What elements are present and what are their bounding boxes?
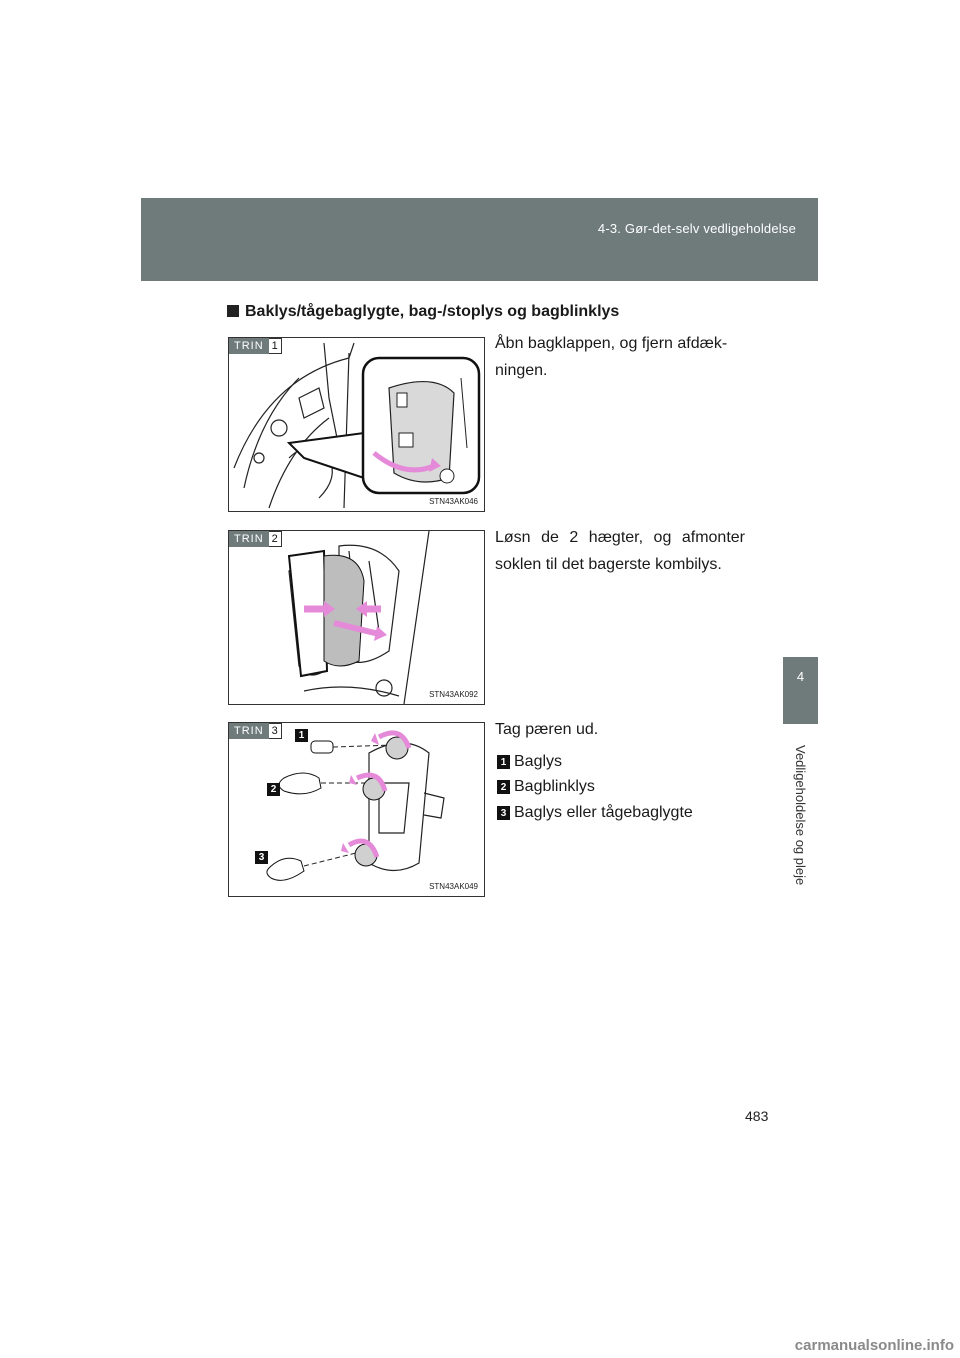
callout-2: 2 — [267, 783, 280, 796]
step-3-text: Tag pæren ud. — [495, 721, 599, 738]
trunk-cover-illustration — [229, 338, 484, 511]
image-code: STN43AK049 — [429, 882, 478, 891]
image-code: STN43AK092 — [429, 690, 478, 699]
chapter-tab[interactable] — [783, 657, 818, 724]
chapter-title: Vedligeholdelse og pleje — [793, 744, 808, 886]
legend-label: Baglys eller tågebaglygte — [514, 804, 693, 821]
step-1-text: Åbn bagklappen, og fjern afdæk-ningen. — [495, 335, 728, 379]
image-code: STN43AK046 — [429, 497, 478, 506]
page-number: 483 — [745, 1108, 769, 1124]
section-heading — [227, 303, 619, 321]
legend-number: 2 — [497, 780, 510, 794]
lamp-socket-illustration — [229, 531, 484, 704]
step-badge: TRIN 1 — [229, 338, 282, 354]
bulb-removal-illustration — [229, 723, 484, 896]
figure-step-3 — [228, 722, 485, 897]
legend-item — [497, 804, 693, 822]
figure-step-2 — [228, 530, 485, 705]
callout-1: 1 — [295, 729, 308, 742]
section-title: 4-3. Gør-det-selv vedligeholdelse — [597, 221, 796, 236]
square-bullet-icon — [227, 305, 239, 317]
heading-text: Baklys/tågebaglygte, bag-/stoplys og bagblinklys — [245, 303, 620, 320]
step-2-text: Løsn de 2 hægter, og afmonter soklen til det bagerste kombilys. — [495, 529, 745, 573]
header-band — [141, 198, 818, 281]
legend-label: Baglys — [514, 753, 563, 770]
legend-number: 3 — [497, 806, 510, 820]
watermark: carmanualsonline.info — [794, 1337, 954, 1354]
legend-label: Bagblinklys — [514, 778, 595, 795]
step-badge: TRIN 2 — [229, 531, 282, 547]
legend-item — [497, 753, 562, 771]
legend-item — [497, 778, 595, 796]
chapter-number: 4 — [796, 669, 805, 684]
legend-number: 1 — [497, 755, 510, 769]
chapter-title-vertical — [783, 735, 818, 895]
figure-step-1 — [228, 337, 485, 512]
step-badge: TRIN 3 — [229, 723, 282, 739]
callout-3: 3 — [255, 851, 268, 864]
